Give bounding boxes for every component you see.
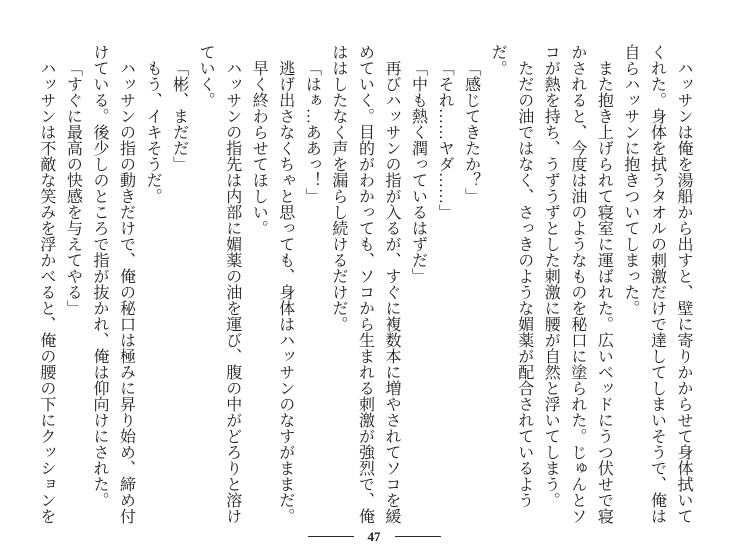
- footer-rule-right: [395, 536, 441, 537]
- text-column: めていく。目的がわかっても、ソコから生まれる刺激が強烈で、俺: [356, 44, 374, 524]
- text-column: 「中も熱く潤っているはずだ」: [409, 60, 427, 284]
- page-number: 47: [367, 529, 381, 544]
- vertical-text-block: [32, 44, 696, 536]
- text-column: 自らハッサンに抱きついてしまった。: [621, 44, 639, 316]
- text-column: 「彬、まだだ」: [170, 60, 188, 172]
- text-column: ハッサンの指先は内部に媚薬の油を運び、腹の中がどろりと溶け: [223, 60, 241, 524]
- text-column: ハッサンは不敵な笑みを浮かべると、俺の腰の下にクッションを: [37, 60, 55, 524]
- text-column: 「感じてきたか？」: [462, 60, 480, 204]
- text-column: 「すぐに最高の快感を与えてやる」: [64, 60, 82, 316]
- text-column: 再びハッサンの指が入るが、すぐに複数本に増やされてソコを緩: [382, 60, 400, 524]
- text-column: ハッサンの指の動きだけで、俺の秘口は極みに昇り始め、締め付: [117, 60, 135, 524]
- text-column: コが熱を持ち、うずうずとした刺激に腰が自然と浮いてしまう。: [542, 44, 560, 508]
- text-column: かされると、今度は油のようなものを秘口に塗られた。じゅんとソ: [568, 44, 586, 524]
- text-column: 「それ……ヤダ……」: [436, 60, 454, 220]
- text-column: けている。後少しのところで指が抜かれ、俺は仰向けにされた。: [90, 44, 108, 508]
- text-column: ただの油ではなく、さっきのような媚薬が配合されているようだ。: [489, 44, 533, 508]
- text-column: ていく。: [197, 44, 215, 108]
- text-column: ははしたなく声を漏らし続けるだけだ。: [329, 44, 347, 332]
- text-column: くれた。身体を拭うタオルの刺激だけで達してしまいそうで、俺は: [648, 44, 666, 524]
- text-column: 「はぁ…ああっ！」: [303, 60, 321, 204]
- text-column: 逃げ出さなくちゃと思っても、身体はハッサンのなすがままだ。: [276, 60, 294, 524]
- text-column: また抱き上げられて寝室に運ばれた。広いベッドにうつ伏せで寝: [595, 60, 613, 524]
- text-column: 早く終わらせてほしい。: [250, 60, 268, 236]
- page-footer: [0, 530, 748, 543]
- text-column: ハッサンは俺を湯船から出すと、壁に寄りかからせて身体拭いて: [675, 60, 692, 524]
- text-column: もう、イキそうだ。: [144, 60, 162, 204]
- footer-rule-left: [308, 536, 354, 537]
